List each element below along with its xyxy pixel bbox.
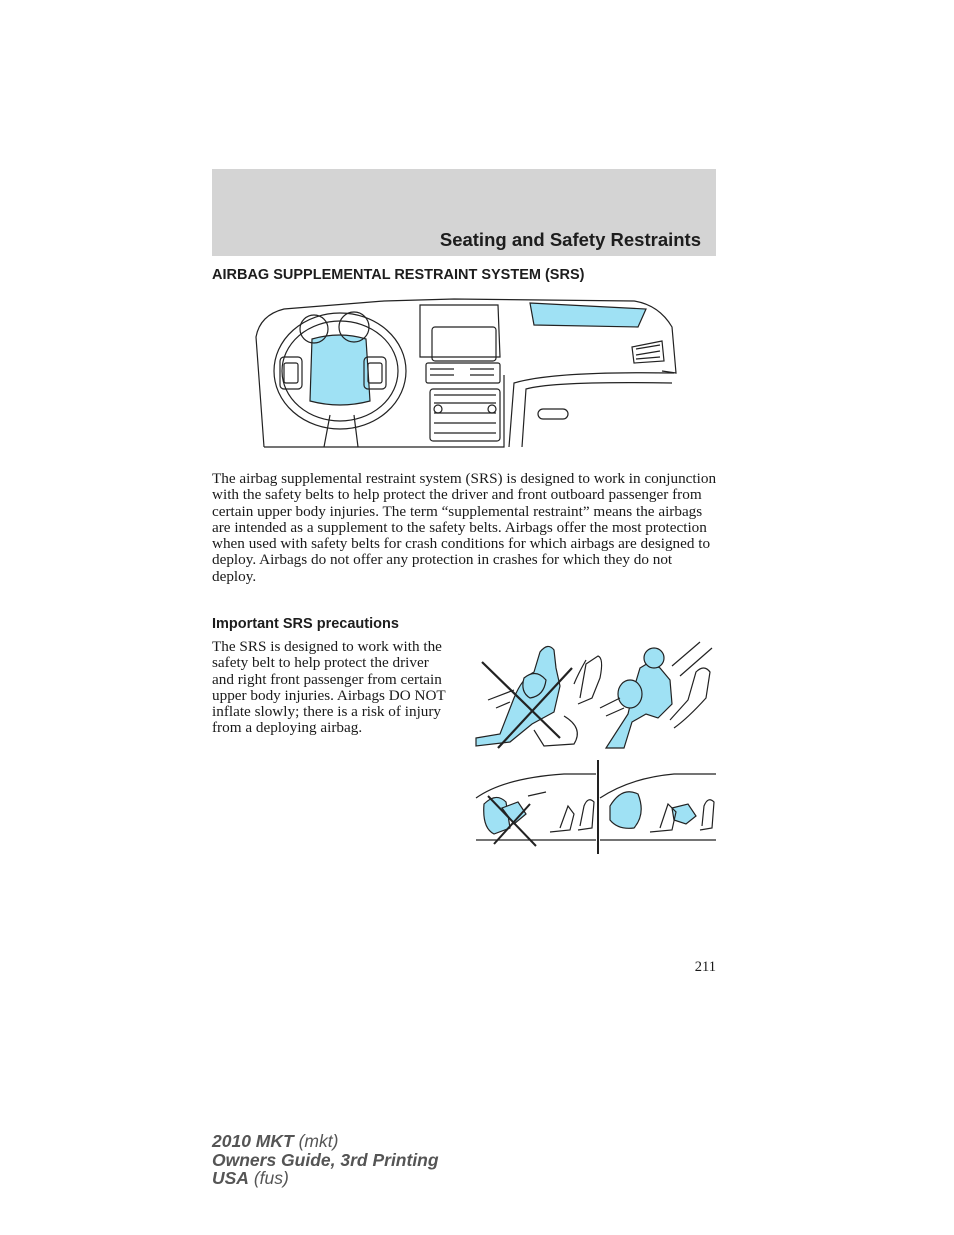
precautions-paragraph: The SRS is designed to work with the safety belt to help protect the driver and right front passenger from certain upper body injuries. Airbags DO NOT inflate slowly; there is a risk of injury from a deploying airbag. [212,638,446,737]
precautions-heading: Important SRS precautions [212,616,399,632]
page-number: 211 [694,959,716,975]
footer-model-code: (mkt) [298,1131,339,1151]
section-heading: AIRBAG SUPPLEMENTAL RESTRAINT SYSTEM (SRS) [212,267,585,283]
footer-market: USA [212,1168,249,1188]
footer-market-code: (fus) [253,1168,289,1188]
occupant-position-illustration [474,638,718,756]
document-footer [212,1132,439,1188]
footer-model: 2010 MKT [212,1131,294,1151]
chapter-header-band [212,169,716,256]
dashboard-illustration [254,297,678,449]
footer-printing: Owners Guide, 3rd Printing [212,1149,439,1170]
child-seat-position-illustration [474,758,718,856]
intro-paragraph: The airbag supplemental restraint system (SRS) is designed to work in conjunction with the safety belts to help protect the driver and front outboard passenger from certain upper body injuries. The term “supplemental restraint” means the airbags are intended as a supplement to the safety belts. Airbags offer the most protection when used with safety belts for crash conditions for which airbags are designed to deploy. Airbags do not offer any protection in crashes for which they do not deploy. [212,470,717,585]
chapter-title: Seating and Safety Restraints [439,229,701,250]
